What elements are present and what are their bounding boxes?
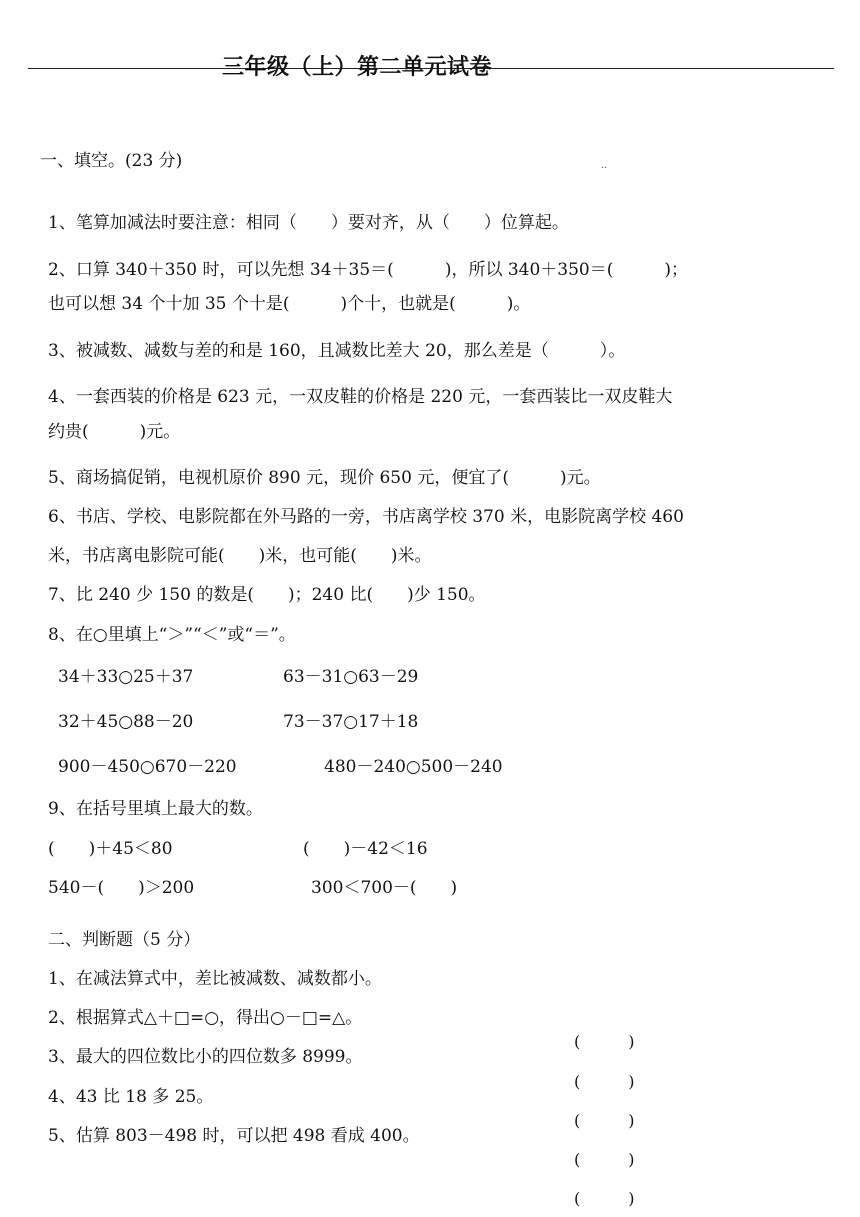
fill-item: 300＜700－( ) <box>311 878 458 898</box>
question-7: 7、比 240 少 150 的数是( )；240 比( )少 150。 <box>48 585 486 605</box>
judge-item: 2、根据算式△＋□=○，得出○－□=△。 <box>48 1008 363 1028</box>
answer-paren: ( ) <box>574 1032 635 1051</box>
compare-item: 63－31○63－29 <box>283 667 419 687</box>
question-1: 1、笔算加减法时要注意：相同（ ）要对齐，从（ ）位算起。 <box>48 213 569 233</box>
question-2-line-2: 也可以想 34 个十加 35 个十是( )个十，也就是( )。 <box>48 294 531 314</box>
fill-item: 540－( )＞200 <box>48 878 195 898</box>
judge-item: 3、最大的四位数比小的四位数多 8999。 <box>48 1047 363 1067</box>
fill-item: ( )－42＜16 <box>303 839 428 859</box>
compare-item: 32＋45○88－20 <box>58 712 194 732</box>
question-8: 8、在○里填上“＞”“＜”或“＝”。 <box>48 625 296 645</box>
answer-paren: ( ) <box>574 1072 635 1091</box>
answer-paren: ( ) <box>574 1111 635 1130</box>
compare-item: 34＋33○25＋37 <box>58 667 194 687</box>
compare-item: 480－240○500－240 <box>324 757 503 777</box>
answer-paren: ( ) <box>574 1189 635 1208</box>
compare-item: 73－37○17＋18 <box>283 712 419 732</box>
question-2-line-1: 2、口算 340＋350 时，可以先想 34＋35＝( )，所以 340＋350＝( )； <box>48 260 689 280</box>
answer-paren: ( ) <box>574 1150 635 1169</box>
question-4-line-1: 4、一套西装的价格是 623 元，一双皮鞋的价格是 220 元，一套西装比一双皮鞋大 <box>48 387 673 407</box>
question-5: 5、商场搞促销，电视机原价 890 元，现价 650 元，便宜了( )元。 <box>48 468 601 488</box>
section-1-heading: 一、填空。(23 分) <box>40 151 183 171</box>
judge-item: 5、估算 803－498 时，可以把 498 看成 400。 <box>48 1126 420 1146</box>
section-2-heading: 二、判断题（5 分） <box>48 930 201 950</box>
judge-item: 1、在减法算式中，差比被减数、减数都小。 <box>48 969 382 989</box>
question-4-line-2: 约贵( )元。 <box>48 422 181 442</box>
question-6-line-1: 6、书店、学校、电影院都在外马路的一旁，书店离学校 370 米，电影院离学校 460 <box>48 507 684 527</box>
question-9: 9、在括号里填上最大的数。 <box>48 799 263 819</box>
stray-mark: .. <box>601 160 608 171</box>
question-3: 3、被减数、减数与差的和是 160，且减数比差大 20，那么差是（ ）。 <box>48 341 626 361</box>
fill-item: ( )＋45＜80 <box>48 839 173 859</box>
compare-item: 900－450○670－220 <box>58 757 237 777</box>
page-title: 三年级（上）第二单元试卷 <box>222 54 493 80</box>
judge-item: 4、43 比 18 多 25。 <box>48 1087 214 1107</box>
question-6-line-2: 米，书店离电影院可能( )米，也可能( )米。 <box>48 546 432 566</box>
